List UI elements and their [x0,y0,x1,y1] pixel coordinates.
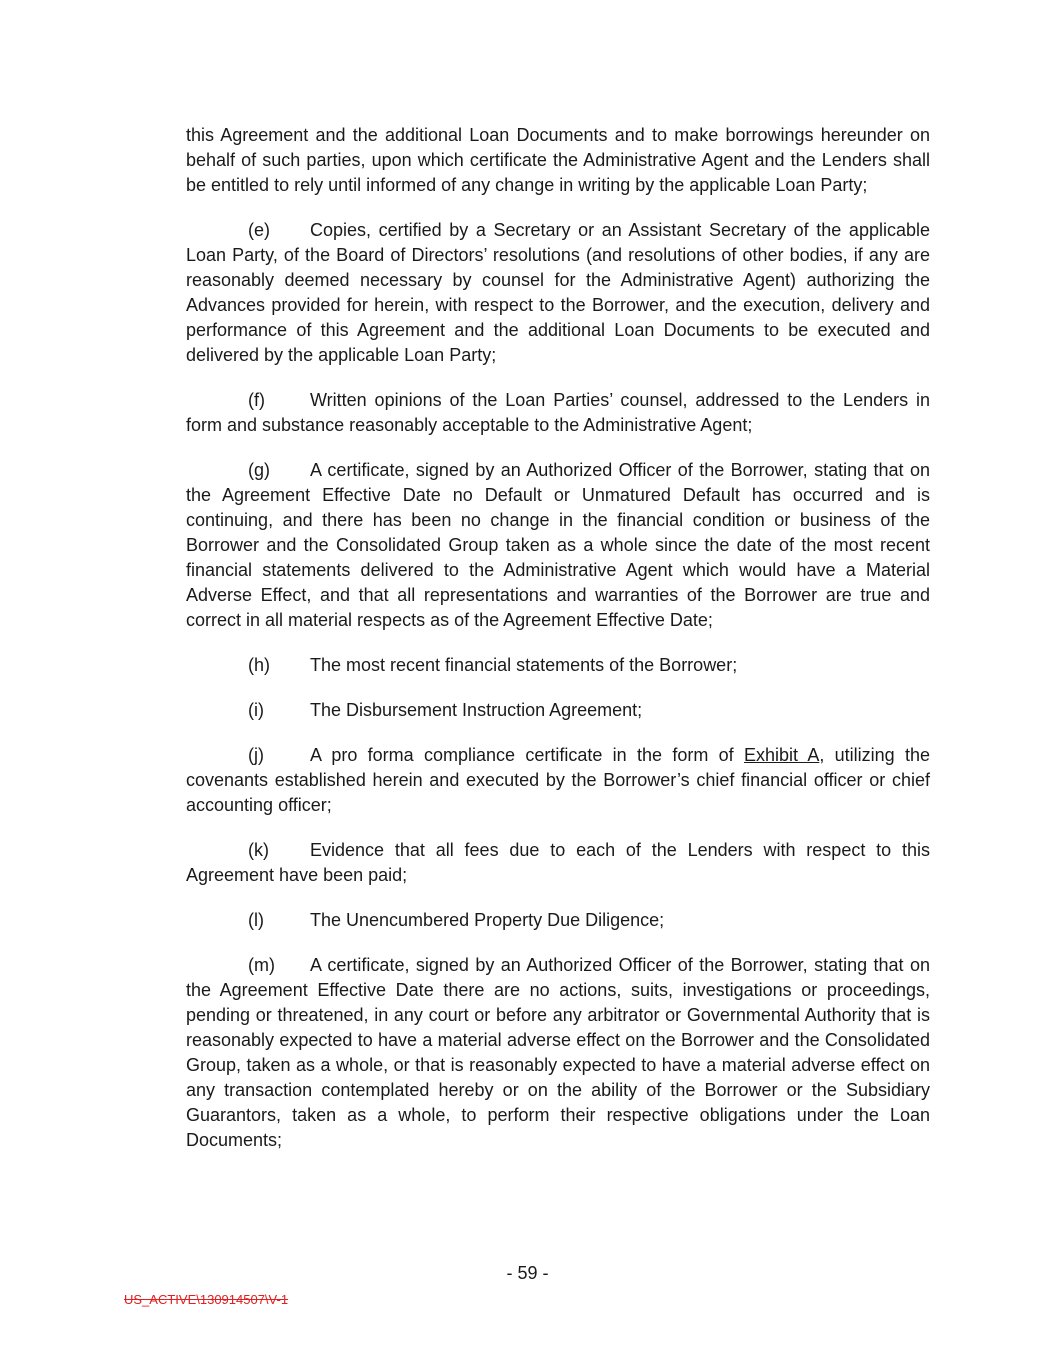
list-item-j [186,743,930,818]
item-label: (i) [248,700,264,720]
item-label: (m) [248,955,275,975]
list-item-k [186,838,930,888]
item-label: (f) [248,390,265,410]
list-item-e [186,218,930,368]
item-text-after: , utilizing the covenants established herein and executed by the Borrower’s chief financial officer or chief accounting officer; [186,745,931,815]
continuation-paragraph: this Agreement and the additional Loan Documents and to make borrowings hereunder on behalf of such parties, upon which certificate the Administrative Agent and the Lenders shall be entitled to rely until informed of any change in writing by the applicable Loan Party; [186,125,930,195]
item-label: (h) [248,655,270,675]
item-label: (k) [248,840,269,860]
list-item-g [186,458,930,633]
list-item-i [186,698,930,723]
item-label: (g) [248,460,270,480]
list-item-m [186,953,930,1153]
item-text: Written opinions of the Loan Parties’ counsel, addressed to the Lenders in form and substance reasonably acceptable to the Administrative Agent; [186,390,930,435]
exhibit-a-reference: Exhibit A [743,745,820,765]
item-text: The Unencumbered Property Due Diligence; [310,910,665,930]
list-item-f [186,388,930,438]
item-text-before: A pro forma compliance certificate in the form of [310,745,744,765]
item-text: Evidence that all fees due to each of the Lenders with respect to this Agreement have been paid; [186,840,930,885]
body-text [186,123,930,1173]
item-text: Copies, certified by a Secretary or an Assistant Secretary of the applicable Loan Party, of the Board of Directors’ resolutions (and resolutions of other bodies, if any are reasonably deemed necessary by counsel for the Administrative Agent) authorizing the Advances provided for herein, with respect to the Borrower, and the execution, delivery and performance of this Agreement and the additional Loan Documents to be executed and delivered by the applicable Loan Party; [186,220,930,365]
item-label: (j) [248,745,264,765]
item-label: (e) [248,220,270,240]
item-text: The most recent financial statements of the Borrower; [310,655,738,675]
item-text: A certificate, signed by an Authorized Officer of the Borrower, stating that on the Agreement Effective Date no Default or Unmatured Default has occurred and is continuing, and there has been no change in the financial condition or business of the Borrower and the Consolidated Group taken as a whole since the date of the most recent financial statements delivered to the Administrative Agent which would have a Material Adverse Effect, and that all representations and warranties of the Borrower are true and correct in all material respects as of the Agreement Effective Date; [186,460,930,630]
item-text: The Disbursement Instruction Agreement; [310,700,643,720]
list-item-l [186,908,930,933]
item-text: A certificate, signed by an Authorized Officer of the Borrower, stating that on the Agreement Effective Date there are no actions, suits, investigations or proceedings, pending or threatened, in any court or before any arbitrator or Governmental Authority that is reasonably expected to have a material adverse effect on the Borrower and the Consolidated Group, taken as a whole, or that is reasonably expected to have a material adverse effect on any transaction contemplated hereby or on the ability of the Borrower or the Subsidiary Guarantors, taken as a whole, to perform their respective obligations under the Loan Documents; [186,955,930,1150]
list-item-h [186,653,930,678]
item-label: (l) [248,910,264,930]
page-number: - 59 - [506,1263,549,1283]
document-id: US_ACTIVE\130914507\V-1 [124,1292,289,1307]
